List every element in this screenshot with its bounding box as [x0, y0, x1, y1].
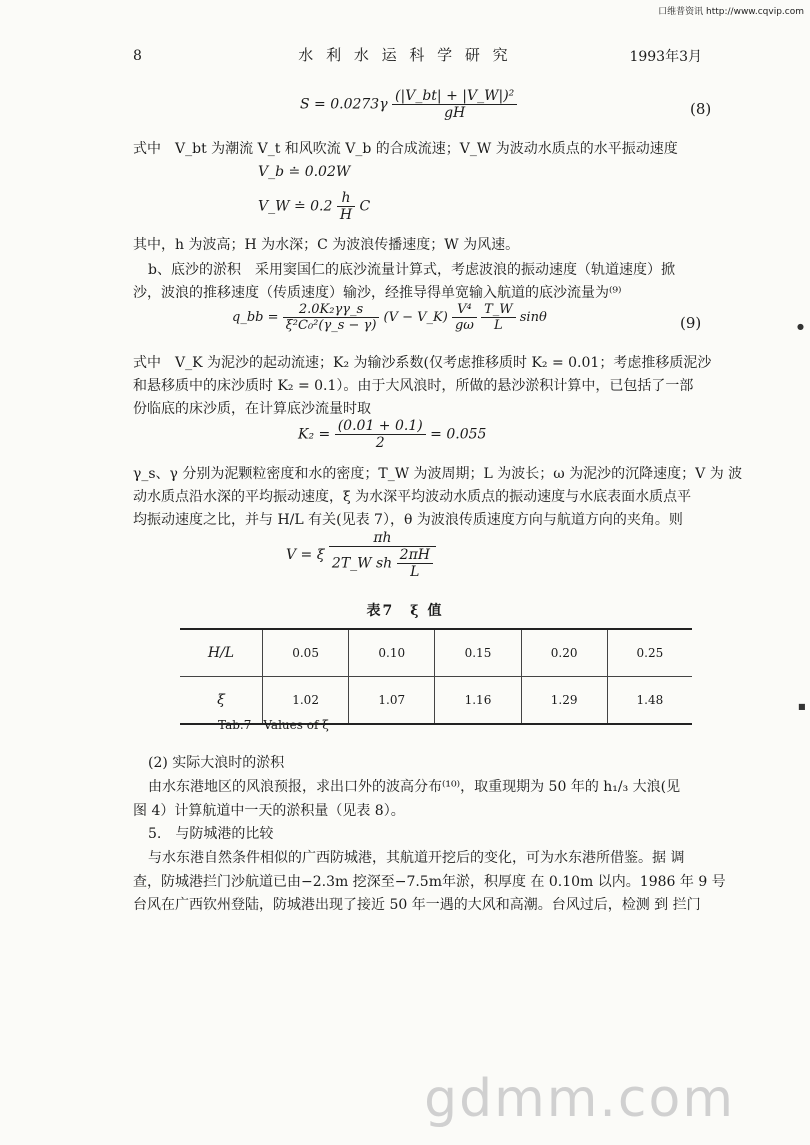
scan-speck: ●	[797, 322, 804, 331]
source-watermark: 口维普资讯 http://www.cqvip.com	[658, 7, 804, 17]
table-7-title: 表7 ξ 值	[366, 603, 444, 619]
eq-k2-denominator: 2	[375, 435, 385, 451]
equation-8-number: (8)	[690, 100, 712, 118]
table-row-label: ξ	[180, 677, 263, 725]
table-cell: 1.07	[349, 677, 435, 725]
paragraph-line: 和悬移质中的床沙质时 K₂ = 0.1）。由于大风浪时，所做的悬沙淤积计算中，已包括了一部	[133, 378, 694, 394]
table-cell: 1.48	[607, 677, 692, 725]
paragraph-line: 图 4）计算航道中一天的淤积量（见表 8）。	[133, 803, 405, 819]
eq9-fraction-3	[481, 302, 516, 333]
equation-k2	[298, 418, 486, 451]
eq8-numerator: (|V_bt| + |V_W|)²	[392, 88, 517, 105]
eq9-rhs: sinθ	[519, 310, 547, 325]
equation-vb: V_b ≐ 0.02W	[258, 164, 351, 180]
scan-speck: ■	[798, 702, 806, 711]
eq-v-fraction	[329, 530, 436, 580]
table-cell: 0.05	[263, 629, 349, 677]
eq-vw-lhs: V_W ≐ 0.2	[258, 198, 333, 215]
equation-v	[286, 530, 436, 580]
eq-v-inner-numerator: 2πH	[397, 547, 433, 564]
paragraph-line: 台风在广西钦州登陆，防城港出现了接近 50 年一遇的大风和高潮。台风过后，检测 到 拦门	[133, 897, 701, 913]
paragraph-line: γ_s、γ 分别为泥颗粒密度和水的密度；T_W 为波周期；L 为波长；ω 为泥沙的沉降速度；V 为 波	[133, 466, 743, 482]
eq-v-inner-fraction	[397, 547, 433, 580]
paragraph-line: 式中 V_K 为泥沙的起动流速；K₂ 为输沙系数(仅考虑推移质时 K₂ = 0.01；考虑推移质泥沙	[133, 355, 712, 371]
section-heading: 5. 与防城港的比较	[148, 826, 274, 842]
table-row-label: H/L	[180, 629, 263, 677]
table-cell: 0.20	[521, 629, 607, 677]
eq-k2-rhs: = 0.055	[430, 426, 487, 443]
paragraph-line: 式中 V_bt 为潮流 V_t 和风吹流 V_b 的合成流速；V_W 为波动水质点的水平振动速度	[133, 141, 678, 157]
table-7	[180, 628, 692, 725]
paragraph-line: 查，防城港拦门沙航道已由−2.3m 挖深至−7.5m年淤，积厚度 在 0.10m 以内。1986 年 9 号	[133, 874, 726, 890]
paragraph-line: 由水东港地区的风浪预报，求出口外的波高分布⁽¹⁰⁾，取重现期为 50 年的 h₁/₃ 大浪(见	[148, 779, 681, 795]
paragraph-line: 动水质点沿水深的平均振动速度，ξ 为水深平均波动水质点的振动速度与水底表面水质点平	[133, 489, 692, 505]
table-7-caption-en: Tab.7 Values of ξ	[218, 718, 329, 732]
eq-k2-numerator: (0.01 + 0.1)	[335, 418, 426, 435]
section-heading: (2) 实际大浪时的淤积	[148, 755, 285, 771]
site-watermark: gdmm.com	[424, 1069, 735, 1129]
eq-vw-denominator: H	[339, 207, 353, 223]
paragraph-line: 沙，波浪的推移速度（传质速度）输沙，经推导得单宽输入航道的底沙流量为⁽⁹⁾	[133, 285, 622, 301]
equation-vw	[258, 190, 370, 223]
eq-vw-numerator: h	[337, 190, 355, 207]
journal-title: 水 利 水 运 科 学 研 究	[298, 46, 512, 64]
eq-v-lhs: V = ξ	[286, 547, 325, 563]
eq9-lhs: q_bb =	[232, 310, 279, 325]
paragraph-line: 其中，h 为波高；H 为水深；C 为波浪传播速度；W 为风速。	[133, 237, 520, 253]
eq9-denominator-1: ξ²C₀²(γ_s − γ)	[285, 318, 377, 333]
issue-date: 1993年3月	[629, 49, 702, 65]
eq9-numerator-3: T_W	[481, 302, 516, 318]
table-cell: 1.29	[521, 677, 607, 725]
eq8-fraction	[392, 88, 517, 121]
eq8-denominator: gH	[444, 105, 466, 121]
eq-v-denominator	[329, 547, 436, 580]
eq9-fraction-2	[452, 302, 477, 333]
eq-k2-lhs: K₂ =	[298, 426, 331, 443]
eq-vw-rhs: C	[359, 198, 371, 215]
eq9-numerator-1: 2.0K₂γγ_s	[283, 302, 380, 318]
table-cell: 0.25	[607, 629, 692, 677]
eq-vw-fraction	[337, 190, 355, 223]
paragraph-line: 份临底的床沙质，在计算底沙流量时取	[133, 401, 371, 417]
table-cell: 1.16	[435, 677, 521, 725]
equation-8	[300, 88, 517, 121]
table-row	[180, 629, 692, 677]
eq-v-numerator: πh	[329, 530, 436, 547]
paragraph-line: b、底沙的淤积 采用窦国仁的底沙流量计算式，考虑波浪的振动速度（轨道速度）掀	[148, 262, 675, 278]
eq9-middle: (V − V_K)	[383, 310, 448, 325]
eq-k2-fraction	[335, 418, 426, 451]
table-cell: 1.02	[263, 677, 349, 725]
equation-9-number: (9)	[680, 314, 702, 332]
page-number: 8	[133, 48, 142, 64]
paragraph-line: 均振动速度之比，并与 H/L 有关(见表 7），θ 为波浪传质速度方向与航道方向的夹角。则	[133, 512, 683, 528]
eq9-denominator-3: L	[494, 318, 503, 333]
eq9-numerator-2: V⁴	[452, 302, 477, 318]
table-cell: 0.15	[435, 629, 521, 677]
eq-v-denominator-text: 2T_W sh	[331, 555, 393, 572]
eq8-lhs: S = 0.0273γ	[300, 96, 388, 113]
table-cell: 0.10	[349, 629, 435, 677]
equation-9	[232, 302, 547, 333]
eq9-denominator-2: gω	[454, 318, 474, 333]
paragraph-line: 与水东港自然条件相似的广西防城港，其航道开挖后的变化，可为水东港所借鉴。据 调	[148, 850, 685, 866]
eq-v-inner-denominator: L	[410, 564, 420, 580]
eq9-fraction-1	[283, 302, 380, 333]
